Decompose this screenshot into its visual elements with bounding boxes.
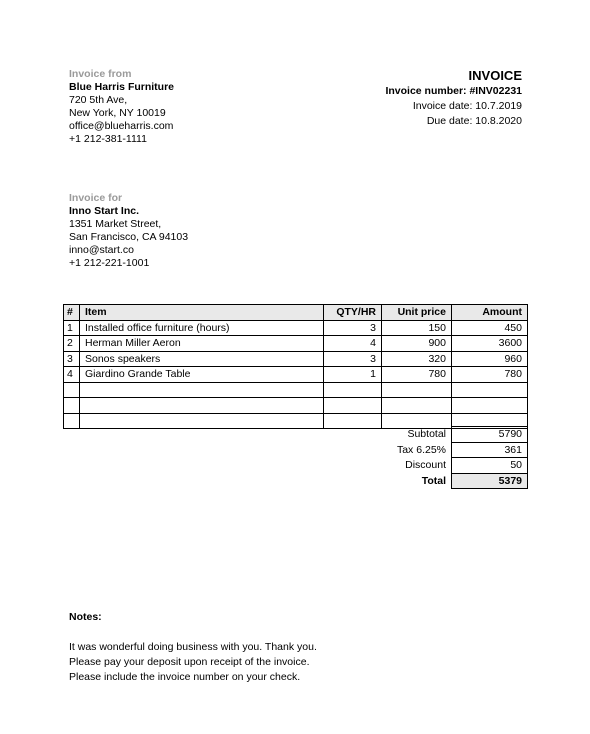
invoice-header xyxy=(302,68,522,129)
subtotal-label: Subtotal xyxy=(407,428,446,441)
row-unit-price xyxy=(382,398,452,414)
row-item xyxy=(80,413,324,429)
table-row xyxy=(64,367,528,383)
row-qty: 4 xyxy=(324,336,382,352)
invoice-number: Invoice number: #INV02231 xyxy=(385,85,522,97)
notes-line: Please include the invoice number on your check. xyxy=(69,671,301,683)
invoice-title: INVOICE xyxy=(468,68,522,83)
to-company: Inno Start Inc. xyxy=(69,205,140,217)
to-phone: +1 212-221-1001 xyxy=(69,257,150,269)
col-header-number: # xyxy=(64,305,80,321)
row-amount xyxy=(452,382,528,398)
row-amount: 3600 xyxy=(452,336,528,352)
row-unit-price: 150 xyxy=(382,320,452,336)
notes-section xyxy=(69,611,317,685)
table-header-row xyxy=(64,305,528,321)
table-row xyxy=(64,351,528,367)
col-header-item: Item xyxy=(80,305,324,321)
totals-table xyxy=(381,426,528,489)
total-label: Total xyxy=(421,474,446,487)
items-table xyxy=(63,304,528,429)
row-amount: 780 xyxy=(452,367,528,383)
row-item xyxy=(80,382,324,398)
row-amount xyxy=(452,398,528,414)
table-row-empty xyxy=(64,382,528,398)
row-number: 2 xyxy=(64,336,80,352)
discount-row xyxy=(381,458,528,474)
to-address-line: 1351 Market Street, xyxy=(69,218,162,230)
invoice-date: Invoice date: 10.7.2019 xyxy=(412,100,522,112)
row-number xyxy=(64,413,80,429)
row-item: Installed office furniture (hours) xyxy=(80,320,324,336)
row-item xyxy=(80,398,324,414)
row-item: Herman Miller Aeron xyxy=(80,336,324,352)
to-email: inno@start.co xyxy=(69,244,134,256)
from-company: Blue Harris Furniture xyxy=(69,81,175,93)
row-amount: 450 xyxy=(452,320,528,336)
col-header-amount: Amount xyxy=(452,305,528,321)
subtotal-value: 5790 xyxy=(452,427,528,443)
notes-heading: Notes: xyxy=(69,611,102,623)
subtotal-row xyxy=(381,427,528,443)
to-address-line: San Francisco, CA 94103 xyxy=(69,231,189,243)
due-date: Due date: 10.8.2020 xyxy=(426,115,522,127)
row-amount: 960 xyxy=(452,351,528,367)
tax-value: 361 xyxy=(452,442,528,458)
row-qty xyxy=(324,398,382,414)
from-address-line: 720 5th Ave, xyxy=(69,94,128,106)
tax-row xyxy=(381,442,528,458)
row-qty: 3 xyxy=(324,320,382,336)
row-qty xyxy=(324,413,382,429)
row-unit-price: 900 xyxy=(382,336,452,352)
col-header-qty: QTY/HR xyxy=(324,305,382,321)
row-number xyxy=(64,382,80,398)
invoice-from-label: Invoice from xyxy=(69,68,132,80)
row-number: 1 xyxy=(64,320,80,336)
row-unit-price: 320 xyxy=(382,351,452,367)
invoice-from-block xyxy=(69,68,174,146)
row-qty: 3 xyxy=(324,351,382,367)
table-row xyxy=(64,336,528,352)
row-number xyxy=(64,398,80,414)
invoice-for-block xyxy=(69,192,188,270)
discount-value: 50 xyxy=(452,458,528,474)
row-item: Sonos speakers xyxy=(80,351,324,367)
row-item: Giardino Grande Table xyxy=(80,367,324,383)
row-qty: 1 xyxy=(324,367,382,383)
table-row xyxy=(64,320,528,336)
notes-line: It was wonderful doing business with you. Thank you. xyxy=(69,641,317,653)
tax-label: Tax 6.25% xyxy=(396,443,446,456)
from-phone: +1 212-381-1111 xyxy=(69,133,147,145)
total-value: 5379 xyxy=(452,473,528,489)
col-header-unit-price: Unit price xyxy=(382,305,452,321)
row-unit-price xyxy=(382,382,452,398)
notes-line: Please pay your deposit upon receipt of the invoice. xyxy=(69,656,310,668)
discount-label: Discount xyxy=(405,459,446,472)
invoice-for-label: Invoice for xyxy=(69,192,123,204)
table-row-empty xyxy=(64,398,528,414)
from-email: office@blueharris.com xyxy=(69,120,174,132)
row-qty xyxy=(324,382,382,398)
row-number: 4 xyxy=(64,367,80,383)
from-address-line: New York, NY 10019 xyxy=(69,107,166,119)
total-row xyxy=(381,473,528,489)
row-unit-price: 780 xyxy=(382,367,452,383)
row-number: 3 xyxy=(64,351,80,367)
